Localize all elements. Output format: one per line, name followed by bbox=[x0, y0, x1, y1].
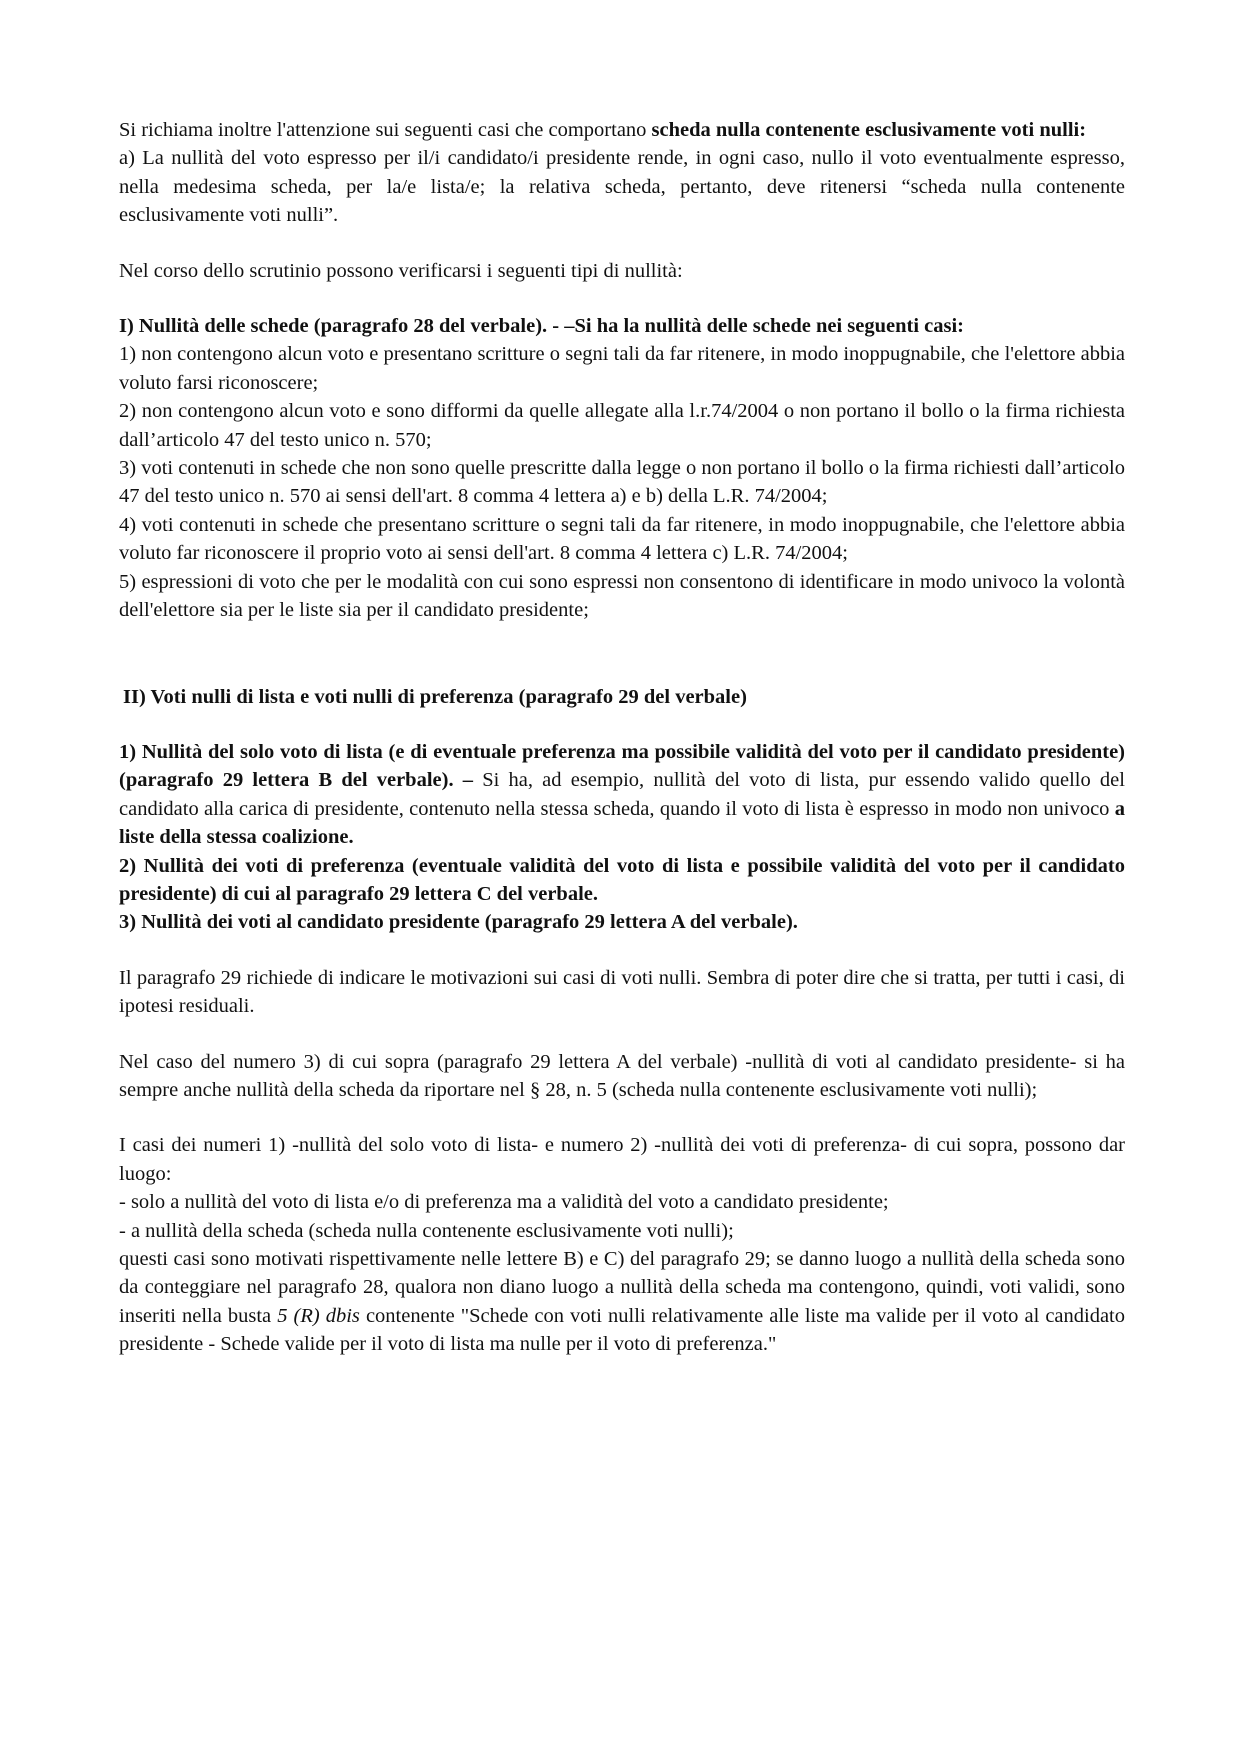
caso3-paragraph: Nel caso del numero 3) di cui sopra (paragrafo 29 lettera A del verbale) -nullità di voti al candidato presidente- si ha sempre anche nullità della scheda da riportare nel § 28, n. 5 (scheda nulla contenente esclusivamente voti nulli); bbox=[119, 1050, 1125, 1101]
section1-item-1: 1) non contengono alcun voto e presentano scritture o segni tali da far ritenere, in modo inoppugnabile, che l'elettore abbia voluto farsi riconoscere; bbox=[119, 343, 1125, 394]
document-page bbox=[119, 116, 1125, 1359]
section1-item-3: 3) voti contenuti in schede che non sono quelle prescritte dalla legge o non portano il bollo o la firma richiesti dall’articolo 47 del testo unico n. 570 ai sensi dell'art. 8 comma 4 lettera a) e b) della L.R. 74/2004; bbox=[119, 457, 1125, 508]
section1-item-5: 5) espressioni di voto che per le modalità con cui sono espressi non consentono di identificare in modo univoco la volontà dell'elettore sia per le liste sia per il candidato presidente; bbox=[119, 570, 1125, 622]
section2-item-3: 3) Nullità dei voti al candidato presidente (paragrafo 29 lettera A del verbale). bbox=[119, 911, 798, 934]
casi12-intro: I casi dei numeri 1) -nullità del solo voto di lista- e numero 2) -nullità dei voti di preferenza- di cui sopra, possono dar luogo: bbox=[119, 1134, 1125, 1185]
casi12-dash-2: - a nullità della scheda (scheda nulla contenente esclusivamente voti nulli); bbox=[119, 1219, 734, 1242]
intro-bold: scheda nulla contenente esclusivamente voti nulli: bbox=[651, 119, 1087, 141]
intro-text: Si richiama inoltre l'attenzione sui seguenti casi che comportano bbox=[119, 119, 652, 141]
intro-paragraph bbox=[119, 116, 1125, 144]
section2-heading: II) Voti nulli di lista e voti nulli di preferenza (paragrafo 29 del verbale) bbox=[123, 685, 747, 708]
section1-item-4: 4) voti contenuti in schede che presentano scritture o segni tali da far ritenere, in modo inoppugnabile, che l'elettore abbia voluto far riconoscere il proprio voto ai sensi dell'art. 8 comma 4 lettera c) L.R. 74/2004; bbox=[119, 513, 1125, 565]
section1-heading: I) Nullità delle schede (paragrafo 28 del verbale). - –Si ha la nullità delle schede nei seguenti casi: bbox=[119, 315, 965, 338]
section2-item-1-bold: 1) Nullità del solo voto di lista (e di eventuale preferenza ma possibile validità del voto per il candidato presidente) (paragrafo 29 lettera B del verbale). – bbox=[119, 740, 1125, 792]
section2-item-1-text: Si ha, ad esempio, nullità del voto di lista, pur essendo valido quello del candidato alla carica di presidente, contenuto nella stessa scheda, quando il voto di lista è espresso in modo non univoco bbox=[119, 769, 1125, 820]
para29-paragraph: Il paragrafo 29 richiede di indicare le motivazioni sui casi di voti nulli. Sembra di poter dire che si tratta, per tutti i casi, di ipotesi residuali. bbox=[119, 966, 1125, 1018]
casi12-dash-1: - solo a nullità del voto di lista e/o di preferenza ma a validità del voto a candidato presidente; bbox=[119, 1191, 889, 1214]
intro-item-a: a) La nullità del voto espresso per il/i candidato/i presidente rende, in ogni caso, nullo il voto eventualmente espresso, nella medesima scheda, per la/e lista/e; la relativa scheda, pertanto, deve ritenersi “scheda nulla contenente esclusivamente voti nulli”. bbox=[119, 147, 1125, 227]
busta-code: 5 (R) dbis bbox=[277, 1304, 360, 1327]
section1-item-2: 2) non contengono alcun voto e sono difformi da quelle allegate alla l.r.74/2004 o non portano il bollo o la firma richiesta dall’articolo 47 del testo unico n. 570; bbox=[119, 400, 1125, 451]
section2-item-1-bold-end: a liste della stessa coalizione. bbox=[119, 797, 1125, 849]
scrutinio-paragraph: Nel corso dello scrutinio possono verificarsi i seguenti tipi di nullità: bbox=[119, 259, 683, 282]
section2-item-2: 2) Nullità dei voti di preferenza (eventuale validità del voto di lista e possibile validità del voto per il candidato presidente) di cui al paragrafo 29 lettera C del verbale. bbox=[119, 854, 1125, 905]
casi12-final: questi casi sono motivati rispettivamente nelle lettere B) e C) del paragrafo 29; se danno luogo a nullità della scheda sono da conteggiare nel paragrafo 28, qualora non diano luogo a nullità della scheda ma contengono, quindi, voti validi, sono inseriti nella busta 5 (R) dbis contenente "Schede con voti nulli relativamente alle liste ma valide per il voto al candidato presidente - Schede valide per il voto di lista ma nulle per il voto di preferenza." bbox=[119, 1248, 1126, 1356]
section2-item-1 bbox=[119, 738, 1125, 852]
